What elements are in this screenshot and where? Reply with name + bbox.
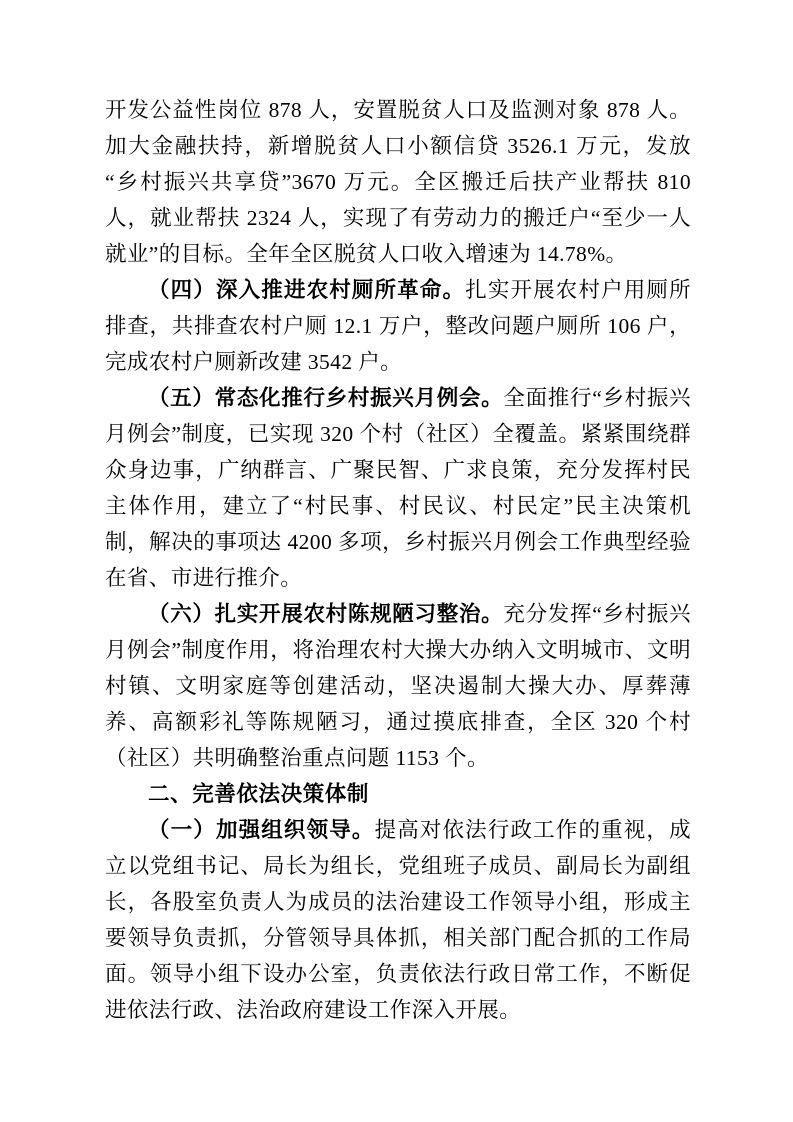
paragraph-lead: （四）深入推进农村厕所革命。	[148, 278, 466, 302]
paragraph-text: 充分发挥“乡村振兴月例会”制度作用，将治理农村大操大办纳入文明城市、文明村镇、文明家庭等创建活动，坚决遏制大操大办、厚葬薄养、高额彩礼等陈规陋习，通过摸底排查，全区 320 个村（社区）共明确整治重点问题 1153 个。	[105, 602, 691, 770]
paragraph-section-5	[105, 380, 691, 596]
heading-part-2	[105, 776, 691, 812]
paragraph-lead: （一）加强组织领导。	[148, 818, 375, 842]
paragraph-lead: （五）常态化推行乡村振兴月例会。	[148, 386, 504, 410]
paragraph-section-2-1	[105, 812, 691, 1028]
paragraph-text: 开发公益性岗位 878 人，安置脱贫人口及监测对象 878 人。加大金融扶持，新增脱贫人口小额信贷 3526.1 万元，发放“乡村振兴共享贷”3670 万元。全区搬迁后扶产业帮扶 810 人，就业帮扶 2324 人，实现了有劳动力的搬迁户“至少一人就业”的目标。全年全区脱贫人口收入增速为 14.78%。	[105, 98, 691, 266]
paragraph-continuation	[105, 92, 691, 272]
heading-text: 二、完善依法决策体制	[148, 782, 370, 806]
paragraph-text: 全面推行“乡村振兴月例会”制度，已实现 320 个村（社区）全覆盖。紧紧围绕群众身边事，广纳群言、广聚民智、广求良策，充分发挥村民主体作用，建立了“村民事、村民议、村民定”民主决策机制，解决的事项达 4200 多项，乡村振兴月例会工作典型经验在省、市进行推介。	[105, 386, 691, 590]
paragraph-text: 扎实开展农村户用厕所排查，共排查农村户厕 12.1 万户，整改问题户厕所 106 户，完成农村户厕新改建 3542 户。	[105, 278, 691, 374]
paragraph-section-6	[105, 596, 691, 776]
paragraph-section-4	[105, 272, 691, 380]
document-body	[105, 92, 691, 1028]
paragraph-lead: （六）扎实开展农村陈规陋习整治。	[148, 602, 504, 626]
paragraph-text: 提高对依法行政工作的重视，成立以党组书记、局长为组长，党组班子成员、副局长为副组长，各股室负责人为成员的法治建设工作领导小组，形成主要领导负责抓，分管领导具体抓，相关部门配合抓的工作局面。领导小组下设办公室，负责依法行政日常工作，不断促进依法行政、法治政府建设工作深入开展。	[105, 818, 691, 1022]
